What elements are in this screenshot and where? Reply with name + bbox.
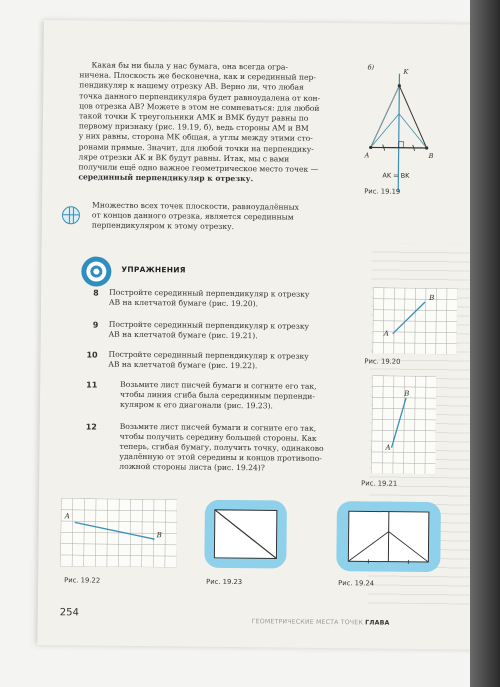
definition-line: Множество всех точек плоскости, равноудалённых [92,200,299,212]
intro-line: у них равны, сторона MK общая, а углы между этими сто- [78,131,313,144]
definition-line: от концов данного отрезка, является серединным [91,210,294,222]
intro-line: ничена. Плоскость же бесконечна, как и серединный пер- [79,70,317,83]
fig-19-19-label: б) [367,63,375,72]
definition-block [92,201,299,233]
fig-19-19-equation: AK = BK [382,171,410,180]
fig-19-19-caption: Рис. 19.19 [364,187,401,196]
fig-19-24-drawing [336,501,441,572]
intro-paragraph [78,60,339,185]
intro-line: цов отрезка AB? Можете в этом не сомневаться: для любой [79,101,320,113]
fig-19-21-a-label: A [385,443,391,452]
exercise-text: ложной стороны листа (рис. 19.24)? [119,461,265,473]
exercise-number: 8 [93,288,99,298]
intro-line: ляре отрезки AK и BK будут равны. Итак, мы с вами [78,152,290,164]
exercise-number: 11 [86,380,98,390]
fig-19-21-caption: Рис. 19.21 [361,479,398,488]
exercise-text: AB на клетчатой бумаге (рис. 19.20). [109,297,259,309]
fig-19-20-b-label: B [429,294,435,303]
running-footer [252,618,390,626]
fig-19-22-a-label: A [64,512,70,521]
fig-19-22-b-label: B [156,531,162,540]
exercise-text: Постройте серединный перпендикуляр к отрезку [108,349,309,361]
fig-19-20-drawing [373,287,458,354]
intro-line: такой точки K треугольники AMK и BMK будут равны по [78,111,309,123]
fig-19-20-caption: Рис. 19.20 [364,357,401,366]
exercise-text: Постройте серединный перпендикуляр к отрезку [108,319,310,331]
exercises-title: УПРАЖНЕНИЯ [121,264,186,275]
textbook-page [37,20,484,650]
fig-19-19-k-label: K [403,67,409,76]
exercise-text: куляром к его диагонали (рис. 19.23). [119,399,274,411]
fold-line [388,512,389,562]
exercise-text: теперь, сгибая бумагу, получить точку, одинаково [119,441,324,453]
footer-chapter: ГЛАВА [365,619,390,627]
fig-19-21-b-label: B [404,389,410,398]
exercise-number: 10 [86,350,98,360]
segment-bk [399,86,428,148]
exercise-text: AB на клетчатой бумаге (рис. 19.21). [108,329,258,341]
fig-19-23-drawing [204,500,287,569]
exercise-number: 9 [92,320,99,330]
exercise-text: чтобы получить середину большей стороны. Как [119,431,317,443]
exercise-text: Постройте серединный перпендикуляр к отрезку [109,287,310,299]
globe-icon [62,206,80,224]
intro-line: получили ещё одно важное геометрическое место точек — [78,162,319,174]
page-number: 254 [59,607,79,619]
segment-b-mid [399,114,427,148]
footer-title: ГЕОМЕТРИЧЕСКИЕ МЕСТА ТОЧЕК [251,618,364,627]
exercise-text: Возьмите лист писчей бумаги и согните его так, [119,421,317,433]
fig-19-19-b-label: B [428,152,434,161]
segment-a-mid [371,113,399,147]
point-k [398,84,401,87]
segment-ab [392,398,407,448]
target-icon [81,256,111,286]
right-angle-mark [399,142,404,148]
exercise-number: 12 [85,422,97,432]
fig-19-23-caption: Рис. 19.23 [206,577,243,587]
intro-line: Какая бы ни была у нас бумага, она всегда огра- [91,60,289,72]
book-spine-shadow [470,0,500,687]
segment-ab [393,302,425,334]
definition-line: перпендикуляром к этому отрезку. [91,220,235,232]
segment-ab [75,522,155,539]
fig-19-20-a-label: A [383,329,389,338]
intro-line-bold: серединный перпендикуляр к отрезку. [78,172,254,184]
segment-ak-light [371,85,400,147]
exercise-text: удалённую от этой середины и концов противопо- [119,451,322,463]
intro-line: первому признаку (рис. 19.19, б), ведь стороны AM и BM [78,121,309,133]
intro-line: точка данного перпендикуляра будет равноудалена от кон- [79,90,321,103]
fig-19-24-caption: Рис. 19.24 [338,579,375,588]
fig-19-22-caption: Рис. 19.22 [64,576,101,585]
exercise-text: Возьмите лист писчей бумаги и согните его так, [120,379,317,391]
fig-19-19 [360,63,473,194]
intro-line: ронами прямые. Значит, для любой точки на перпендику- [78,141,314,154]
fig-19-19-a-label: A [364,151,370,160]
exercise-text: чтобы линия сгиба была серединным перпенди- [120,389,316,401]
intro-line: пендикуляр к нашему отрезку AB. Верно ли, что любая [79,80,304,93]
exercise-text: AB на клетчатой бумаге (рис. 19.22). [108,359,258,371]
